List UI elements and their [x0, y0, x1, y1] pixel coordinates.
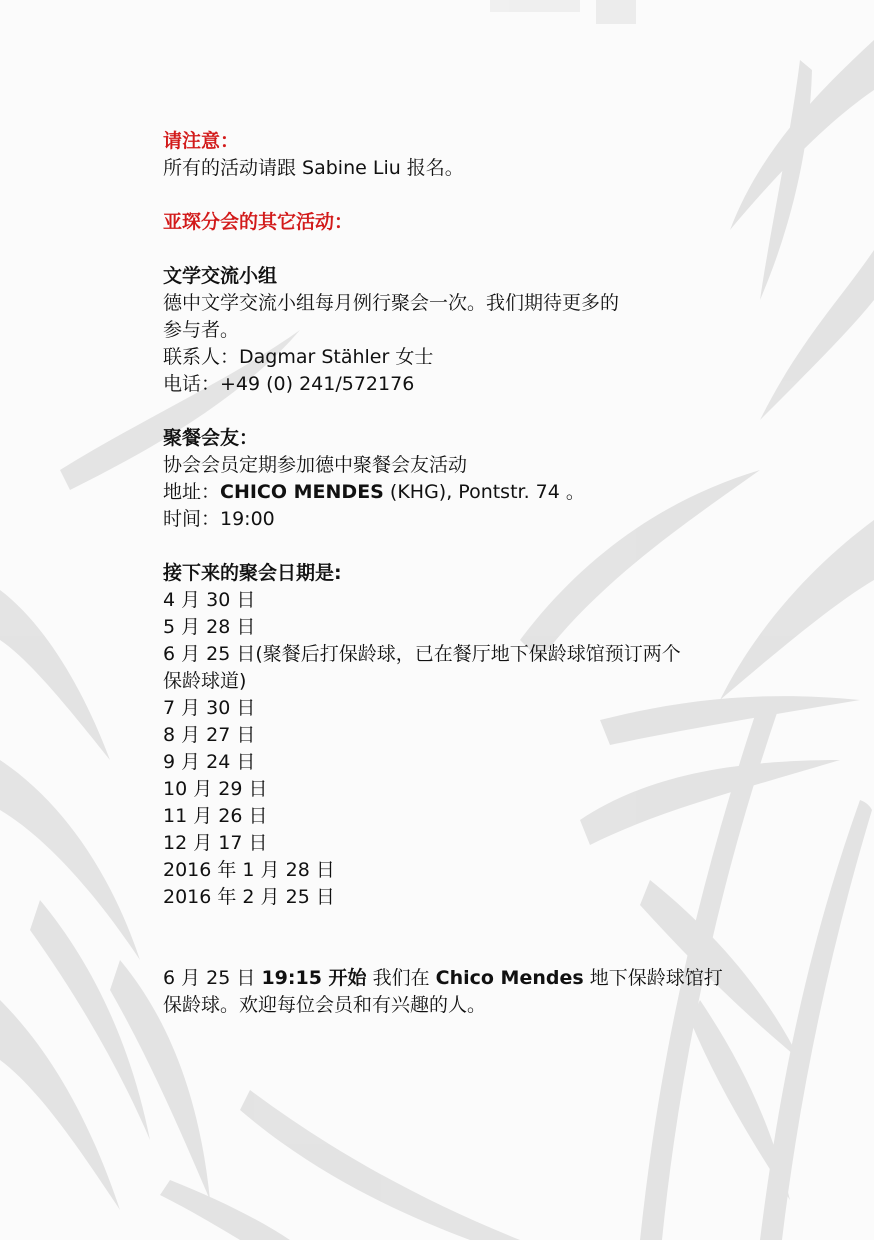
literature-group-title: 文学交流小组 — [163, 265, 278, 287]
date-item: 9 月 24 日 — [163, 751, 256, 773]
bowling-date: 6 月 25 日 — [163, 967, 262, 989]
literature-group-contact: 联系人：Dagmar Stähler 女士 — [163, 346, 434, 368]
bowling-time: 19:15 开始 — [261, 967, 367, 989]
bowling-line1 — [163, 965, 763, 992]
bowling-mid: 我们在 — [366, 967, 436, 989]
document-body — [163, 128, 763, 1019]
date-item: 4 月 30 日 — [163, 589, 256, 611]
notice-text: 所有的活动请跟 Sabine Liu 报名。 — [163, 157, 464, 179]
dinner-title: 聚餐会友： — [163, 427, 259, 449]
dinner-section — [163, 425, 763, 533]
date-item: 8 月 27 日 — [163, 724, 256, 746]
date-item: 保龄球道) — [163, 670, 247, 692]
literature-group-section — [163, 263, 763, 398]
date-item: 2016 年 2 月 25 日 — [163, 886, 335, 908]
date-item: 2016 年 1 月 28 日 — [163, 859, 335, 881]
date-item: 5 月 28 日 — [163, 616, 256, 638]
bowling-rest: 地下保龄球馆打 — [583, 967, 723, 989]
dinner-description: 协会会员定期参加德中聚餐会友活动 — [163, 454, 468, 476]
notice-heading: 请注意： — [163, 130, 240, 152]
address-rest: (KHG), Pontstr. 74 。 — [383, 481, 585, 503]
literature-group-description-line2: 参与者。 — [163, 319, 240, 341]
dates-section — [163, 560, 763, 911]
bowling-announcement — [163, 965, 763, 1019]
dates-heading: 接下来的聚会日期是: — [163, 562, 342, 584]
date-item: 12 月 17 日 — [163, 832, 268, 854]
bowling-venue: Chico Mendes — [435, 967, 584, 989]
dinner-address — [163, 479, 763, 506]
address-label: 地址： — [163, 481, 221, 503]
date-item: 6 月 25 日(聚餐后打保龄球，已在餐厅地下保龄球馆预订两个 — [163, 643, 681, 665]
address-venue: CHICO MENDES — [220, 481, 384, 503]
date-item: 11 月 26 日 — [163, 805, 268, 827]
literature-group-phone: 电话：+49 (0) 241/572176 — [163, 373, 415, 395]
literature-group-description-line1: 德中文学交流小组每月例行聚会一次。我们期待更多的 — [163, 292, 620, 314]
date-item: 10 月 29 日 — [163, 778, 268, 800]
bowling-line2: 保龄球。欢迎每位会员和有兴趣的人。 — [163, 994, 487, 1016]
other-activities-heading: 亚琛分会的其它活动： — [163, 211, 354, 233]
date-item: 7 月 30 日 — [163, 697, 256, 719]
dinner-time: 时间：19:00 — [163, 508, 275, 530]
